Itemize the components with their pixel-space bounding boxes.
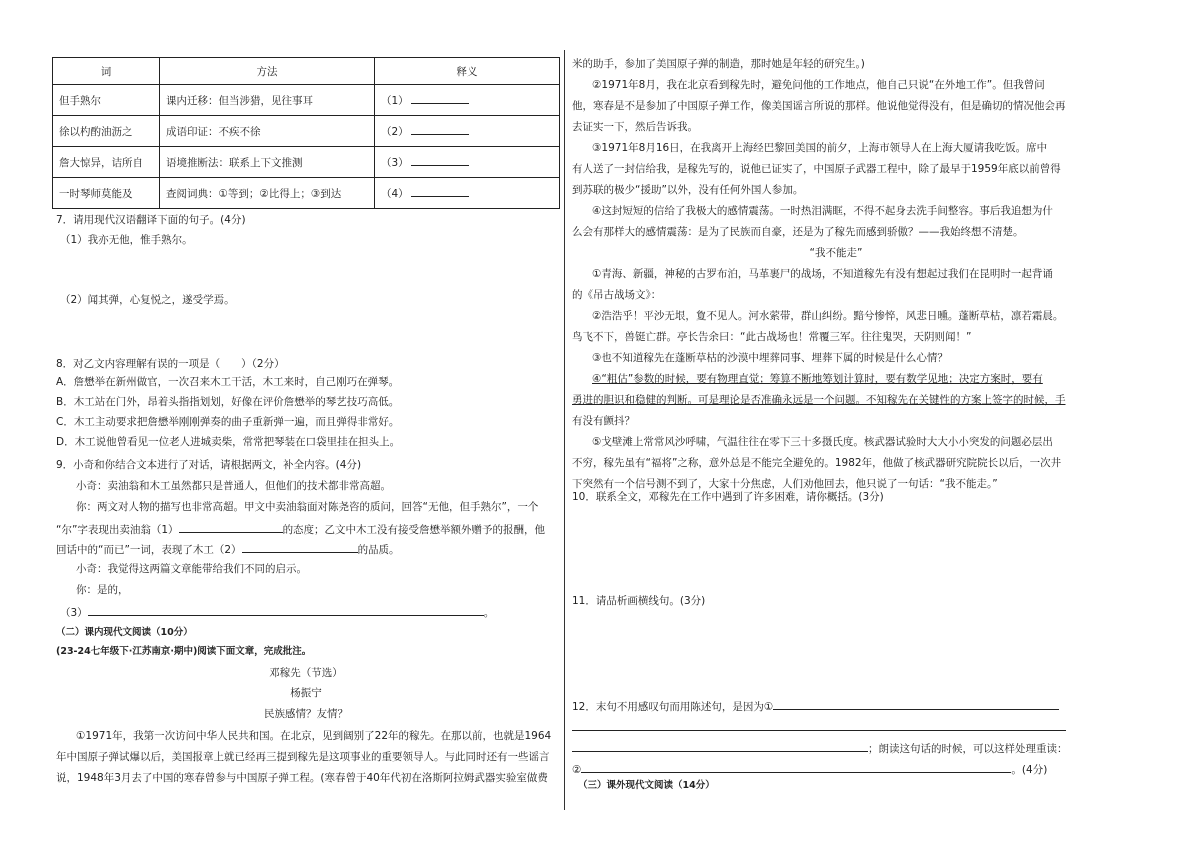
section-heading: （二）课内现代文阅读（10分）	[56, 627, 193, 638]
question-8: 8．对乙文内容理解有误的一项是（ ）（2分）	[56, 358, 285, 370]
article-line: ④这封短短的信给了我极大的感情震荡。一时热泪满眶，不得不起身去洗手间整容。事后我追想为什	[592, 205, 1053, 217]
article-line: 的《吊古战场文》：	[572, 289, 662, 301]
article-title: 邓稼先（节选）	[269, 667, 343, 679]
article-line: 到苏联的极少“援助”以外，没有任何外国人参加。	[572, 184, 804, 196]
table-row	[53, 147, 560, 178]
answer-blank[interactable]	[179, 520, 283, 533]
table-cell-meaning	[375, 147, 560, 178]
article-line: ⑤戈壁滩上常常风沙呼啸，气温往往在零下三十多摄氏度。核武器试验时大大小小突发的问题必层出	[592, 436, 1053, 448]
dialogue-line	[56, 540, 400, 558]
table-row	[53, 178, 560, 209]
vocab-table	[52, 57, 560, 209]
answer-blank[interactable]	[411, 165, 469, 166]
answer-line	[572, 739, 1068, 757]
meaning-label: （2）	[381, 125, 409, 138]
article-line: 么会有那样大的感情震荡：是为了民族而自豪，还是为了稼先而感到骄傲？——我始终想不清楚。	[572, 226, 1024, 238]
question-text: ；朗读这句话的时候，可以这样处理重读：	[868, 743, 1068, 755]
answer-blank[interactable]	[773, 697, 1059, 710]
question-11: 11．请品析画横线句。(3分)	[572, 595, 706, 607]
article-line: ①1971年，我第一次访问中华人民共和国。在北京，见到阔别了22年的稼先。在那以前，也就是1964	[76, 730, 552, 742]
article-line: 不穷，稼先虽有“福将”之称，意外总是不能完全避免的。1982年，他做了核武器研究院院长以后，一次井	[572, 457, 1062, 469]
table-header: 词	[53, 58, 160, 85]
article-line: 米的助手，参加了美国原子弹的制造，那时她是年轻的研究生。)	[572, 58, 865, 70]
table-cell-meaning	[375, 178, 560, 209]
question-text: ②	[572, 764, 582, 776]
option-d[interactable]: D．木工说他曾看见一位老人进城卖柴，常常把琴装在口袋里挂在担头上。	[56, 436, 401, 448]
table-cell-word: 詹大惊异，诘所自	[53, 147, 160, 178]
dialogue-line: 小奇：卖油翁和木工虽然都只是普通人，但他们的技术都非常高超。	[76, 480, 391, 492]
dialogue-line: 你：两文对人物的描写也非常高超。甲文中卖油翁面对陈尧咨的质问，回答“无他，但手熟尔”，一个	[76, 501, 539, 513]
article-line: ②1971年8月，我在北京看到稼先时，避免问他的工作地点，他自己只说“在外地工作”。但我曾问	[592, 79, 1045, 91]
answer-blank[interactable]	[411, 134, 469, 135]
answer-blank[interactable]	[242, 540, 358, 553]
meaning-label: （4）	[381, 187, 409, 200]
table-cell-method: 语境推断法：联系上下文推测	[160, 147, 375, 178]
answer-line	[572, 760, 1047, 778]
article-line: 有人送了一封信给我，是稼先写的，说他已证实了，中国原子武器工程中，除了最早于1959年底以前曾得	[572, 163, 1061, 175]
dialogue-line	[60, 603, 494, 621]
question-10: 10．联系全文，邓稼先在工作中遇到了许多困难，请你概括。(3分)	[572, 491, 884, 503]
article-line: ③也不知道稼先在蓬断草枯的沙漠中埋葬同事、埋葬下属的时候是什么心情？	[592, 352, 948, 364]
table-cell-method: 查阅词典：①等到；②比得上；③到达	[160, 178, 375, 209]
answer-blank[interactable]	[572, 718, 1066, 731]
section-heading: （三）课外现代文阅读（14分）	[578, 780, 715, 791]
article-line: 他，寒春是不是参加了中国原子弹工作，像美国谣言所说的那样。他说他觉得没有，但是确切的情况他会再	[572, 100, 1066, 112]
option-a[interactable]: A．詹懋举在新州做官，一次召来木工干活，木工来时，自己刚巧在弹琴。	[56, 376, 400, 388]
dialogue-text: （3）	[60, 607, 88, 619]
article-line: 鸟飞不下，兽铤亡群。亭长告余曰：“此古战场也！常覆三军。往往鬼哭，天阴则闻！”	[572, 331, 972, 343]
answer-blank[interactable]	[88, 603, 484, 616]
question-text: 。(4分)	[1011, 764, 1048, 776]
article-author: 杨振宁	[290, 687, 322, 699]
dialogue-text: 的态度；乙文中木工没有接受詹懋举额外赠予的报酬，他	[282, 524, 546, 536]
answer-line	[572, 718, 1066, 736]
table-cell-method: 课内迁移：但当涉猎，见往事耳	[160, 85, 375, 116]
answer-blank[interactable]	[581, 760, 1011, 773]
table-header-row	[53, 58, 560, 85]
article-subheading: “我不能走”	[809, 247, 863, 259]
table-cell-word: 一时琴师莫能及	[53, 178, 160, 209]
option-b[interactable]: B．木工站在门外，昂着头指指划划，好像在评价詹懋举的琴艺技巧高低。	[56, 396, 400, 408]
dialogue-line: 你：是的，	[76, 584, 129, 596]
table-header: 方法	[160, 58, 375, 85]
table-cell-meaning	[375, 85, 560, 116]
dialogue-text: “尔”字表现出卖油翁（1）	[56, 524, 179, 536]
question-text: 12．末句不用感叹句而用陈述句，是因为①	[572, 701, 774, 713]
article-line: ②浩浩乎！平沙无垠，夐不见人。河水萦带，群山纠纷。黯兮惨悴，风悲日曛。蓬断草枯，凛若霜晨。	[592, 310, 1064, 322]
answer-blank[interactable]	[572, 739, 868, 752]
answer-blank[interactable]	[411, 196, 469, 197]
table-cell-word: 但手熟尔	[53, 85, 160, 116]
question-7-sentence-2: （2）闻其弹，心复悦之，遂受学焉。	[60, 294, 235, 306]
article-line: 下突然有一个信号测不到了，大家十分焦虑，人们劝他回去，他只说了一句话：“我不能走。”	[572, 478, 998, 490]
table-cell-method: 成语印证：不疾不徐	[160, 116, 375, 147]
meaning-label: （3）	[381, 156, 409, 169]
section-source: (23-24七年级下·江苏南京·期中)阅读下面文章，完成批注。	[56, 646, 312, 657]
table-row	[53, 85, 560, 116]
option-c[interactable]: C．木工主动要求把詹懋举刚刚弹奏的曲子重新弹一遍，而且弹得非常好。	[56, 416, 400, 428]
article-subtitle: 民族感情？友情？	[264, 708, 348, 720]
article-line: 去证实一下，然后告诉我。	[572, 121, 698, 133]
dialogue-text: 回话中的“而已”一词，表现了木工（2）	[56, 544, 242, 556]
article-line: 说，1948年3月去了中国的寒春曾参与中国原子弹工程。(寒春曾于40年代初在洛斯阿拉姆武器实验室做费	[56, 772, 548, 784]
meaning-label: （1）	[381, 94, 409, 107]
underlined-line: 勇进的胆识和稳健的判断。可是理论是否准确永远是一个问题。不知稼先在关键性的方案上签字的时候，手	[572, 394, 1066, 406]
question-7-sentence-1: （1）我亦无他，惟手熟尔。	[60, 234, 193, 246]
question-12	[572, 697, 1059, 715]
article-line: ③1971年8月16日，在我离开上海经巴黎回美国的前夕，上海市领导人在上海大厦请我吃饭。席中	[592, 142, 1048, 154]
underlined-line: ④“粗估”参数的时候，要有物理直觉；筹算不断地筹划计算时，要有数学见地；决定方案时，要有	[592, 373, 1043, 385]
table-cell-word: 徐以杓酌油沥之	[53, 116, 160, 147]
article-line: ①青海、新疆，神秘的古罗布泊，马革裹尸的战场，不知道稼先有没有想起过我们在昆明时一起背诵	[592, 268, 1053, 280]
question-9: 9．小奇和你结合文本进行了对话，请根据两文，补全内容。(4分)	[56, 459, 362, 471]
table-header: 释义	[375, 58, 560, 85]
dialogue-line	[56, 520, 545, 538]
article-line: 年中国原子弹试爆以后，美国报章上就已经再三提到稼先是这项事业的重要领导人。与此同时还有一些谣言	[56, 751, 550, 763]
table-row	[53, 116, 560, 147]
table-cell-meaning	[375, 116, 560, 147]
article-line: 有没有颤抖？	[572, 415, 635, 427]
dialogue-text: 。	[483, 607, 495, 619]
dialogue-line: 小奇：我觉得这两篇文章能带给我们不同的启示。	[76, 563, 307, 575]
question-7: 7．请用现代汉语翻译下面的句子。(4分)	[56, 214, 246, 226]
answer-blank[interactable]	[411, 103, 469, 104]
column-divider	[564, 50, 565, 810]
dialogue-text: 的品质。	[357, 544, 400, 556]
